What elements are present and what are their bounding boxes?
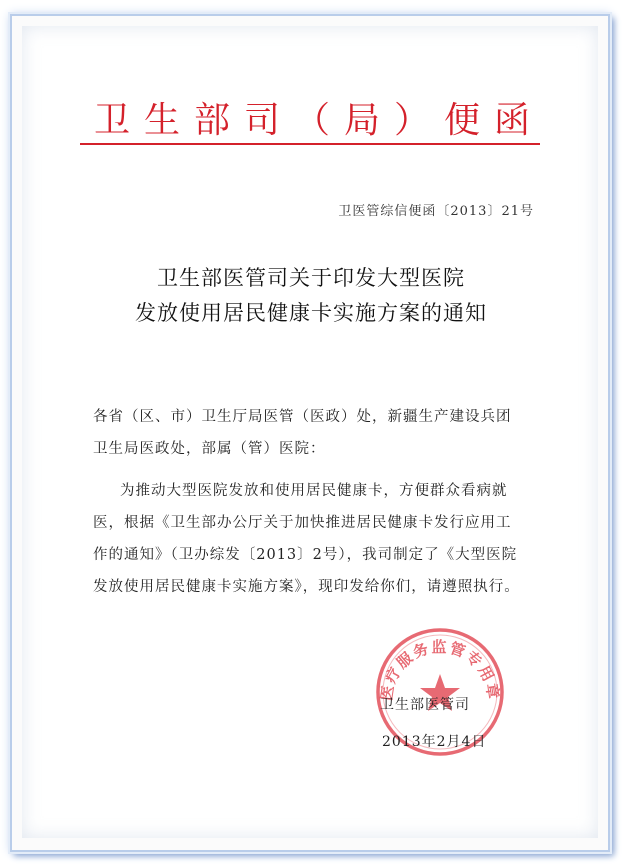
body-line: 各省（区、市）卫生厅局医管（医政）处，新疆生产建设兵团 — [93, 409, 512, 425]
signature-organization: 卫生部医管司 — [380, 697, 470, 713]
document-number: 卫医管综信便函〔2013〕21号 — [338, 204, 534, 219]
document-title-line-1: 卫生部医管司关于印发大型医院 — [157, 266, 465, 290]
letterhead-red-rule — [80, 143, 540, 145]
body-line: 为推动大型医院发放和使用居民健康卡，方便群众看病就 — [120, 483, 508, 499]
body-line: 作的通知》（卫办综发〔2013〕2号），我司制定了《大型医院 — [93, 547, 518, 563]
document-title-line-2: 发放使用居民健康卡实施方案的通知 — [135, 301, 487, 325]
letterhead-title: 卫生部司（局）便函 — [94, 100, 545, 141]
seal-text: 医疗服务监管专用章 — [377, 638, 503, 702]
body-line: 医，根据《卫生部办公厅关于加快推进居民健康卡发行应用工 — [93, 515, 512, 531]
body-line: 卫生局医政处，部属（管）医院： — [93, 441, 326, 457]
body-line: 发放使用居民健康卡实施方案》，现印发给你们，请遵照执行。 — [93, 579, 520, 595]
signature-date: 2013年2月4日 — [382, 734, 487, 750]
